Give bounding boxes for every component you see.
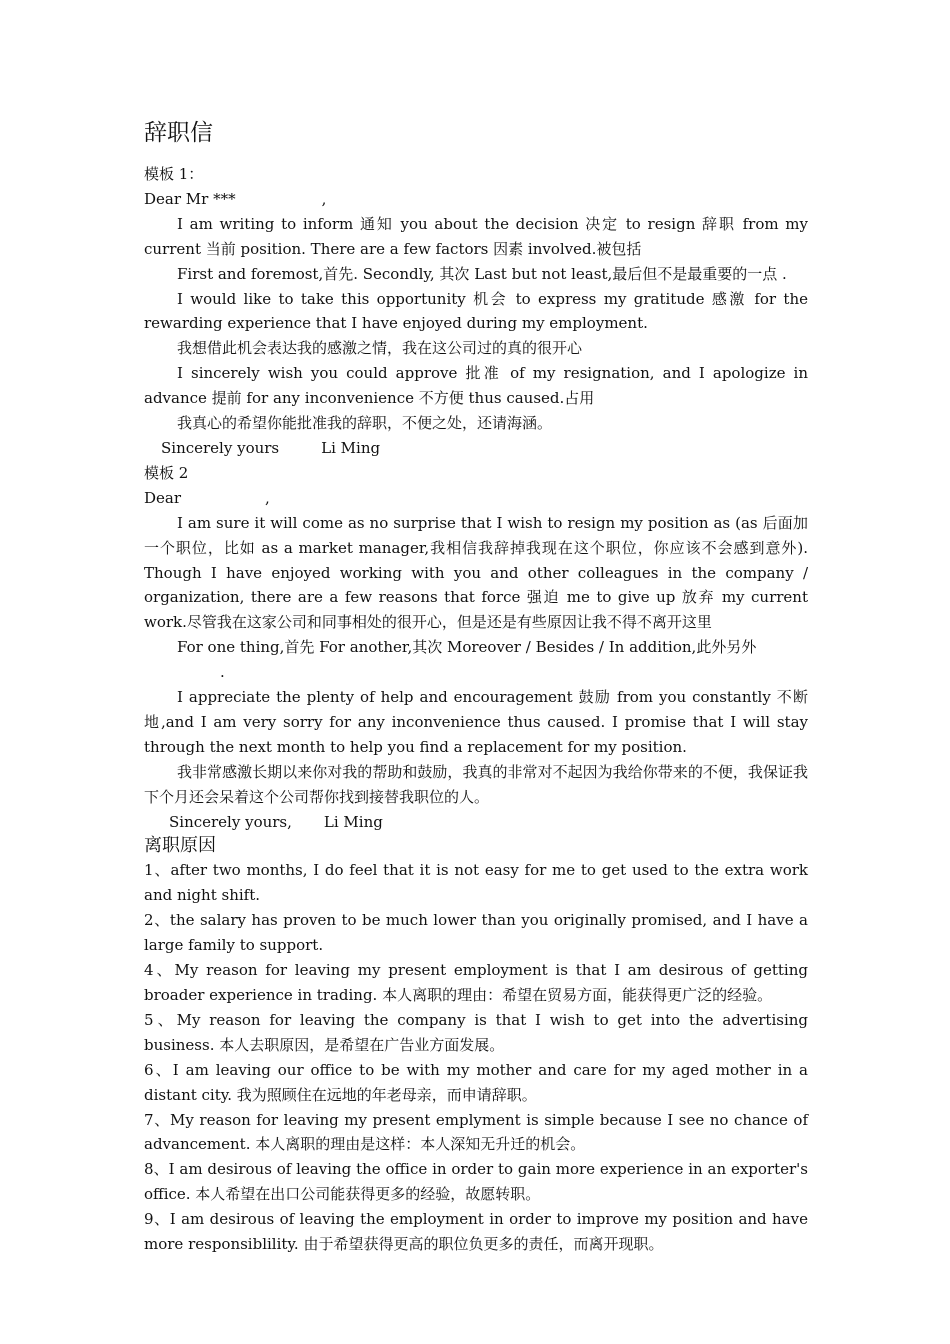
template1-salutation-text: Dear Mr *** xyxy=(144,189,236,208)
reason-item: 5、My reason for leaving the company is that I wish to get into the advertising business. 本人去职原因，是希望在广告业方面发展。 xyxy=(144,1010,808,1054)
document-page xyxy=(144,112,808,1257)
template2-closing: Sincerely yours, xyxy=(169,812,292,831)
template1-salutation xyxy=(144,187,808,212)
template1-paragraph-5: I sincerely wish you could approve 批准 of my resignation, and I apologize in advance 提前 for any inconvenience 不方便 thus caused.占用 xyxy=(144,364,808,408)
template1-signature xyxy=(144,436,808,461)
template2-salutation xyxy=(144,486,808,511)
template2-salutation-text: Dear xyxy=(144,488,182,507)
reason-item: 7、My reason for leaving my present emplyment is simple because I see no chance of advancement. 本人离职的理由是这样：本人深知无升迁的机会。 xyxy=(144,1110,808,1154)
template1-paragraph-1: I am writing to inform 通知 you about the decision 决定 to resign 辞职 from my current 当前 position. There are a few factors 因素 involved.被包括 xyxy=(144,214,808,258)
template1-heading: 模板 1： xyxy=(144,165,204,183)
reason-item: 6、I am leaving our office to be with my mother and care for my aged mother in a distant city. 我为照顾住在远地的年老母亲，而申请辞职。 xyxy=(144,1060,808,1104)
template2-signature xyxy=(144,810,808,835)
template1-salutation-comma: , xyxy=(321,189,327,208)
reason-item: 4、My reason for leaving my present employment is that I am desirous of getting broader experience in trading. 本人离职的理由：希望在贸易方面，能获得更广泛的经验。 xyxy=(144,961,808,1004)
template2-salutation-comma: , xyxy=(265,488,270,507)
template2-paragraph-2-text: For one thing,首先 For another,其次 Moreover / Besides / In addition,此外另外 xyxy=(177,638,757,657)
template1-paragraph-2: First and foremost,首先. Secondly, 其次 Last but not least,最后但不是最重要的一点 . xyxy=(177,264,787,283)
reason-item: 8、I am desirous of leaving the office in order to gain more experience in an exporter's office. 本人希望在出口公司能获得更多的经验，故愿转职。 xyxy=(144,1160,808,1204)
reason-item: 1、after two months, I do feel that it is not easy for me to get used to the extra work and night shift. xyxy=(144,861,808,905)
template1-paragraph-3: I would like to take this opportunity 机会 to express my gratitude 感激 for the rewarding experience that I have enjoyed during my employment. xyxy=(144,289,808,333)
template1-signer: Li Ming xyxy=(321,438,381,457)
template1-paragraph-4: 我想借此机会表达我的感激之情，我在这公司过的真的很开心 xyxy=(177,339,583,358)
template2-signer: Li Ming xyxy=(323,812,383,831)
template2-paragraph-2 xyxy=(144,635,808,685)
template2-paragraph-1: I am sure it will come as no surprise that I wish to resign my position as (as 后面加一个职位，比如 as a market manager,我相信我辞掉我现在这个职位，你应该不会感到意外). Though I have enjoyed working with you and other colleagues in the company / organization, there are a few reasons that force 强迫 me to give up 放弃 my current work.尽管我在这家公司和同事相处的很开心，但是还是有些原因让我不得不离开这里 xyxy=(144,513,808,632)
template2-paragraph-3: I appreciate the plenty of help and encouragement 鼓励 from you constantly 不断地,and I am very sorry for any inconvenience thus caused. I promise that I will stay through the next month to help you find a replacement for my position. xyxy=(144,688,808,756)
template1-paragraph-6: 我真心的希望你能批准我的辞职，不便之处，还请海涵。 xyxy=(177,414,553,433)
template1-closing: Sincerely yours xyxy=(161,438,280,457)
template2-paragraph-4: 我非常感激长期以来你对我的帮助和鼓励，我真的非常对不起因为我给你带来的不便，我保证我下个月还会呆着这个公司帮你找到接替我职位的人。 xyxy=(144,762,808,806)
reason-item: 2、the salary has proven to be much lower than you originally promised, and I have a large family to support. xyxy=(144,911,808,955)
template2-paragraph-2-end: . xyxy=(220,663,225,682)
reasons-heading: 离职原因 xyxy=(144,835,216,857)
template2-heading: 模板 2 xyxy=(144,463,189,482)
page-title: 辞职信 xyxy=(144,120,213,146)
reason-item: 9、I am desirous of leaving the employment in order to improve my position and have more responsiblility. 由于希望获得更高的职位负更多的责任，而离开现职。 xyxy=(144,1210,808,1254)
